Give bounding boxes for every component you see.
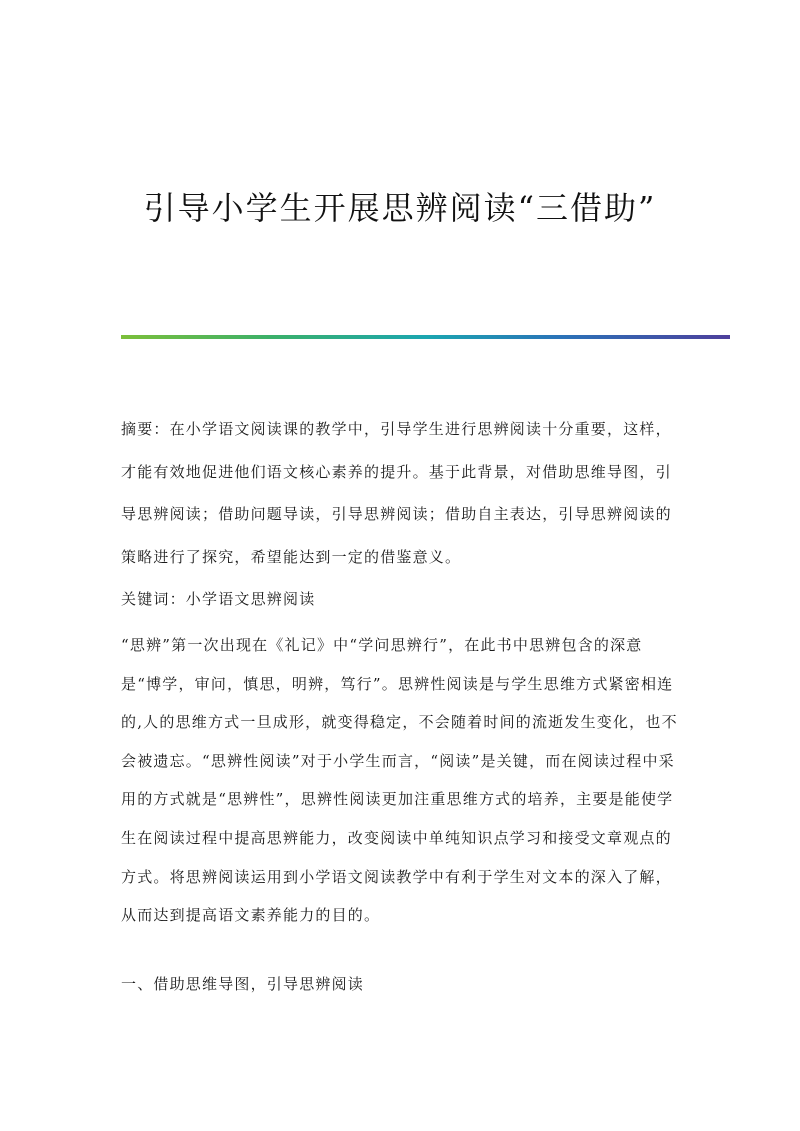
body-paragraph: “思辨”第一次出现在《礼记》中“学问思辨行”，在此书中思辨包含的深意是“博学，审问，慎思，明辨，笃行”。思辨性阅读是与学生思维方式紧密相连的,人的思维方式一旦成形，就变得稳定，不会随着时间的流逝发生变化，也不会被遗忘。“思辨性阅读”对于小学生而言，“阅读”是关键，而在阅读过程中采用的方式就是“思辨性”，思辨性阅读更加注重思维方式的培养，主要是能使学生在阅读过程中提高思辨能力，改变阅读中单纯知识点学习和接受文章观点的方式。将思辨阅读运用到小学语文阅读教学中有利于学生对文本的深入了解，从而达到提高语文素养能力的目的。 bbox=[121, 636, 678, 925]
keywords-line: 关键词：小学语文思辨阅读 bbox=[121, 590, 316, 608]
gradient-divider bbox=[121, 335, 730, 339]
section-heading: 一、借助思维导图，引导思辨阅读 bbox=[121, 975, 365, 993]
document-title: 引导小学生开展思辨阅读“三借助” bbox=[143, 189, 657, 227]
abstract-paragraph: 摘要：在小学语文阅读课的教学中，引导学生进行思辨阅读十分重要，这样，才能有效地促进他们语文核心素养的提升。基于此背景，对借助思维导图，引导思辨阅读；借助问题导读，引导思辨阅读；借助自主表达，引导思辨阅读的策略进行了探究，希望能达到一定的借鉴意义。 bbox=[121, 420, 672, 566]
